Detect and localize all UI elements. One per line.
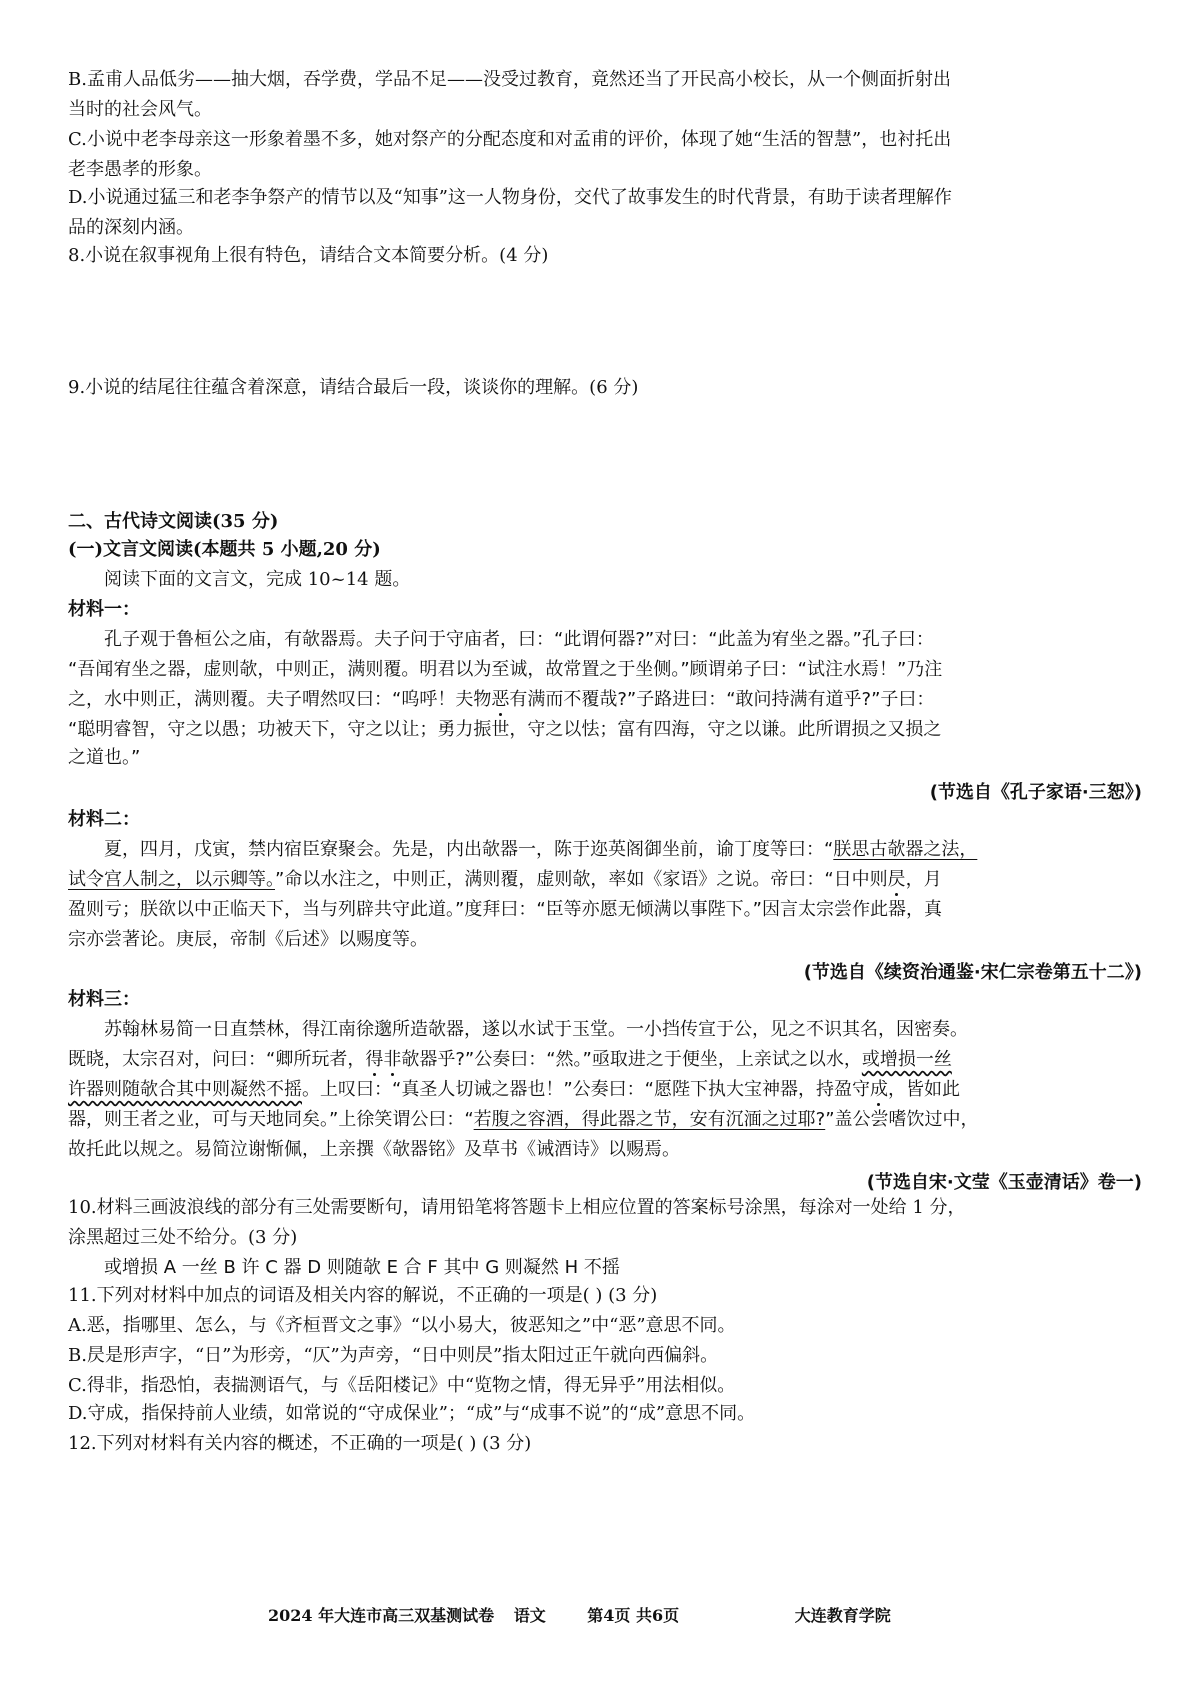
material-3-line: 苏翰林易简一日直禁林，得江南徐邈所造欹器，遂以水试于玉堂。一小挡传宣于公，见之不识其名，因密奏。 bbox=[104, 1019, 968, 1040]
material-2-line bbox=[68, 868, 1138, 892]
material-1-line: “聪明睿智，守之以愚；功被天下，守之以让；勇力振世，守之以怯；富有四海，守之以谦。此所谓损之又损之 bbox=[68, 719, 942, 740]
option-d-line2: 品的深刻内涵。 bbox=[68, 217, 194, 238]
dotted-word: 恶 bbox=[491, 689, 510, 710]
material-3-line bbox=[68, 1048, 1138, 1072]
text-run: 。上叹曰：“真圣人切诫之器也！”公奏曰：“愿陛下执大宝神器，持盈守 bbox=[302, 1079, 870, 1100]
text-run: ，月 bbox=[905, 869, 942, 890]
question-12-stem: 12.下列对材料有关内容的概述，不正确的一项是( ) (3 分) bbox=[68, 1433, 532, 1454]
question-8: 8.小说在叙事视角上很有特色，请结合文本简要分析。(4 分) bbox=[68, 245, 549, 266]
question-11-option-c: C.得非，指恐怕，表揣测语气，与《岳阳楼记》中“览物之情，得无异乎”用法相似。 bbox=[68, 1375, 736, 1396]
material-3-label: 材料三： bbox=[68, 989, 140, 1010]
material-3-line bbox=[68, 1078, 1138, 1102]
material-3-line: 故托此以规之。易简泣谢惭佩，上亲撰《欹器铭》及草书《诫酒诗》以赐焉。 bbox=[68, 1139, 680, 1160]
section-heading: 二、古代诗文阅读(35 分) bbox=[68, 511, 279, 532]
question-9: 9.小说的结尾往往蕴含着深意，请结合最后一段，谈谈你的理解。(6 分) bbox=[68, 377, 639, 398]
option-b-line2: 当时的社会风气。 bbox=[68, 99, 212, 120]
text-run: 器，则王者之业，可与天地同矣。”上徐笑谓公曰：“ bbox=[68, 1109, 474, 1130]
dotted-word: 非 bbox=[383, 1049, 402, 1070]
material-2-source: (节选自《续资治通鉴·宋仁宗卷第五十二》) bbox=[803, 962, 1142, 983]
material-2-line bbox=[104, 838, 1174, 862]
option-d-line1: D.小说通过猛三和老李争祭产的情节以及“知事”这一人物身份，交代了故事发生的时代背景，有助于读者理解作 bbox=[68, 187, 952, 208]
text-run: 之，水中则正，满则覆。夫子喟然叹曰：“呜呼！夫物 bbox=[68, 689, 492, 710]
option-c-line2: 老李愚孝的形象。 bbox=[68, 159, 212, 180]
material-1-line bbox=[68, 688, 1138, 712]
underlined-sentence: 若腹之容酒，得此器之节，安有沉湎之过耶? bbox=[473, 1109, 826, 1130]
option-b-line1: B.孟甫人品低劣——抽大烟，吞学费，学品不足——没受过教育，竟然还当了开民高小校长，从一个侧面折射出 bbox=[68, 69, 951, 90]
material-1-line: 之道也。” bbox=[68, 747, 141, 768]
text-run: ”盖公尝嗜饮过中， bbox=[825, 1109, 979, 1130]
text-run: ，皆如此 bbox=[887, 1079, 960, 1100]
question-10-line1: 10.材料三画波浪线的部分有三处需要断句，请用铅笔将答题卡上相应位置的答案标号涂黑，每涂对一处给 1 分， bbox=[68, 1197, 966, 1218]
wavy-underlined-text: 或增损一丝 bbox=[861, 1049, 952, 1070]
option-c-line1: C.小说中老李母亲这一形象着墨不多，她对祭产的分配态度和对孟甫的评价，体现了她“生活的智慧”，也衬托出 bbox=[68, 129, 952, 150]
footer-subject: 语文 bbox=[513, 1606, 546, 1625]
question-11-stem: 11.下列对材料中加点的词语及相关内容的解说，不正确的一项是( ) (3 分) bbox=[68, 1285, 658, 1306]
footer-exam-title: 2024 年大连市高三双基测试卷 bbox=[268, 1606, 495, 1625]
text-run: 欹器乎?”公奏曰：“然。”亟取进之于便坐，上亲试之以水， bbox=[401, 1049, 862, 1070]
dotted-word: 得 bbox=[365, 1049, 384, 1070]
material-1-line: “吾闻宥坐之器，虚则欹，中则正，满则覆。明君以为至诚，故常置之于坐侧。”顾谓弟子曰：“试注水焉！”乃注 bbox=[68, 659, 943, 680]
underlined-sentence: 试令宫人制之，以示卿等。 bbox=[68, 869, 275, 890]
material-2-line: 宗亦尝著论。庚辰，帝制《后述》以赐度等。 bbox=[68, 929, 428, 950]
dotted-word: 昃 bbox=[887, 869, 906, 890]
text-run: 有满而不覆哉?”子路进曰：“敢问持满有道乎?”子曰： bbox=[509, 689, 935, 710]
material-1-source: (节选自《孔子家语·三恕》) bbox=[929, 782, 1142, 803]
question-11-option-b: B.昃是形声字，“日”为形旁，“仄”为声旁，“日中则昃”指太阳过正午就向西偏斜。 bbox=[68, 1345, 719, 1366]
instruction: 阅读下面的文言文，完成 10~14 题。 bbox=[104, 569, 411, 590]
subsection-heading: (一)文言文阅读(本题共 5 小题,20 分) bbox=[68, 539, 381, 560]
material-3-source: (节选自宋·文莹《玉壶清话》卷一) bbox=[866, 1172, 1142, 1193]
question-10-options: 或增损 A 一丝 B 许 C 器 D 则随欹 E 合 F 其中 G 则凝然 H 不摇 bbox=[104, 1257, 620, 1278]
material-3-line bbox=[68, 1108, 1138, 1132]
footer-organization: 大连教育学院 bbox=[794, 1606, 891, 1625]
text-run: ”命以水注之，中则正，满则覆，虚则欹，率如《家语》之说。帝曰：“日中则 bbox=[275, 869, 888, 890]
wavy-underlined-text: 许器则随欹合其中则凝然不摇 bbox=[68, 1079, 302, 1100]
material-1-label: 材料一： bbox=[68, 599, 140, 620]
question-11-option-a: A.恶，指哪里、怎么，与《齐桓晋文之事》“以小易大，彼恶知之”中“恶”意思不同。 bbox=[68, 1315, 736, 1336]
material-2-line: 盈则亏；朕欲以中正临天下，当与列辟共守此道。”度拜曰：“臣等亦愿无倾满以事陛下。”因言太宗尝作此器，真 bbox=[68, 899, 942, 920]
material-1-line: 孔子观于鲁桓公之庙，有欹器焉。夫子问于守庙者，曰：“此谓何器?”对曰：“此盖为宥坐之器。”孔子曰： bbox=[104, 629, 934, 650]
question-11-option-d: D.守成，指保持前人业绩，如常说的“守成保业”；“成”与“成事不说”的“成”意思不同。 bbox=[68, 1403, 756, 1424]
page-footer bbox=[268, 1603, 891, 1626]
material-2-label: 材料二： bbox=[68, 809, 140, 830]
footer-page-number: 第4页 共6页 bbox=[587, 1606, 680, 1625]
question-10-line2: 涂黑超过三处不给分。(3 分) bbox=[68, 1227, 298, 1248]
text-run: 夏，四月，戊寅，禁内宿臣寮聚会。先是，内出欹器一，陈于迩英阁御坐前，谕丁度等曰：“ bbox=[104, 839, 834, 860]
dotted-word: 成 bbox=[869, 1079, 888, 1100]
underlined-sentence: 朕思古欹器之法， bbox=[833, 839, 978, 860]
text-run: 既晓，太宗召对，问曰：“卿所玩者， bbox=[68, 1049, 366, 1070]
